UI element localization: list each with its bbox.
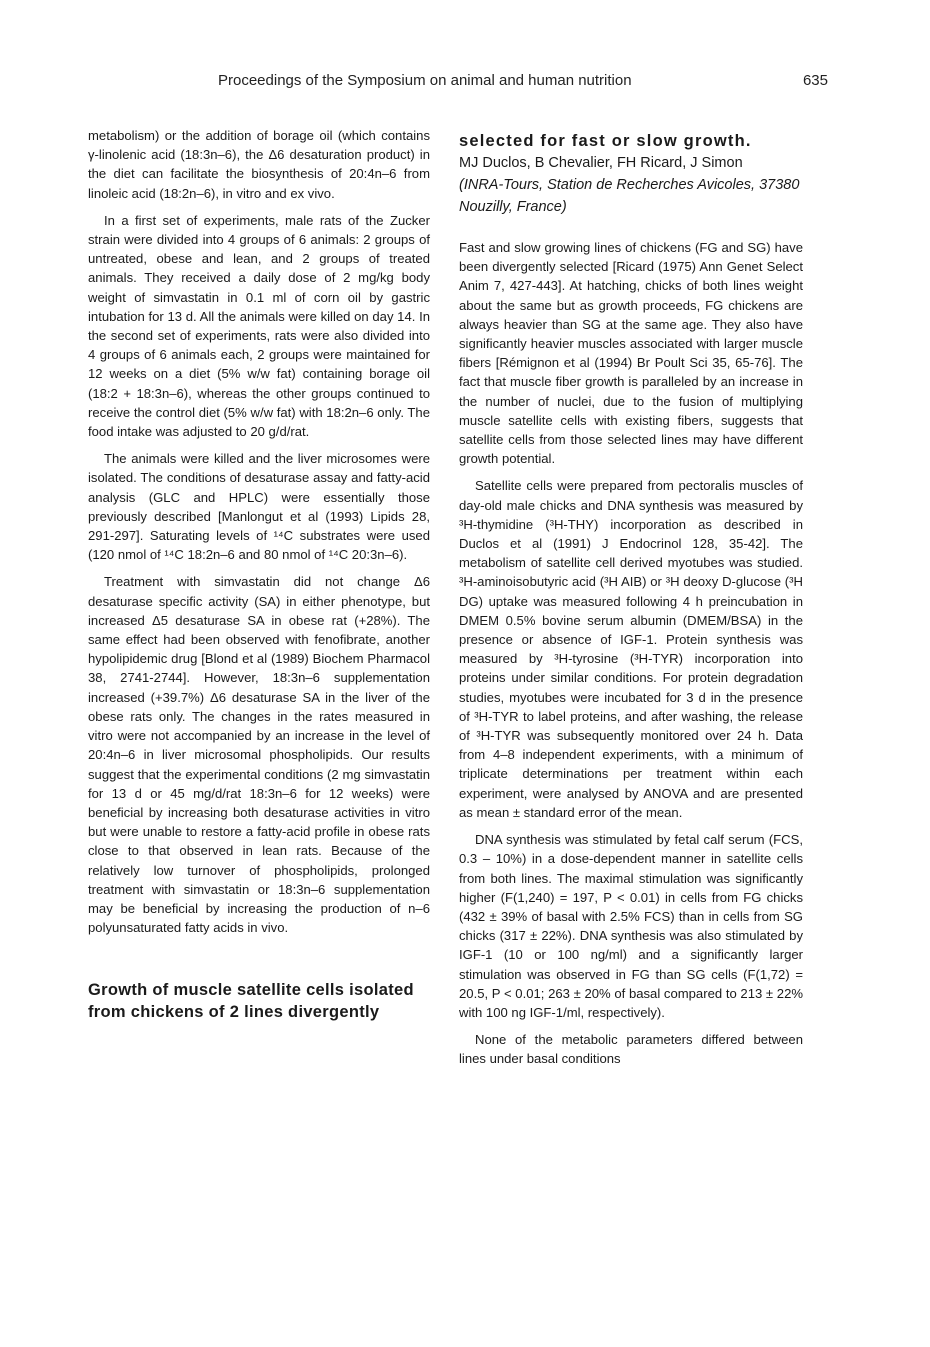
right-paragraph-1: Fast and slow growing lines of chickens (FG and SG) have been divergently selected [Ricard (1975) Ann Genet Select Anim 7, 427-443]. At hatching, chicks of both lines weight about the same but as growth proceeds, FG chickens are always heavier than SG at the same age. They also have significantly heavier muscles associated with larger muscle fibers [Rémignon et al (1994) Br Poult Sci 35, 65-76]. The fact that muscle fiber growth is paralleled by an increase in the number of nuclei, due to the fusion of multiplying muscle satellite cells with existing fibers, suggests that satellite cells from those selected lines may have different growth potential. [459,240,803,467]
section-title: Growth of muscle satellite cells isolated from chickens of 2 lines divergently [88,981,414,1022]
page-header [88,72,828,96]
right-paragraph-2: Satellite cells were prepared from pectoralis muscles of day-old male chicks and DNA synthesis was measured by ³H-thymidine (³H-THY) incorporation as described in Duclos et al (1991) J Endocrinol 128, 35-42]. The metabolism of satellite cell derived myotubes was studied. ³H-aminoisobutyric acid (³H AIB) or ³H deoxy D-glucose (³H DG) uptake was measured following 4 h preincubation in DMEM 0.5% bovine serum albumin (DMEM/BSA) in the presence or absence of IGF-1. Protein synthesis was measured by ³H-tyrosine (³H-TYR) incorporation into proteins under similar conditions. For protein degradation studies, myotubes were incubated for 3 d in the presence of ³H-TYR to label proteins, and after washing, the release of ³H-TYR was subsequently monitored over 24 h. Data from 4–8 independent experiments, with a minimum of triplicate determinations per treatment within each experiment, were analysed by ANOVA and are presented as mean ± standard error of the mean. [459,478,803,820]
left-column [88,126,430,1023]
right-paragraph-3: DNA synthesis was stimulated by fetal calf serum (FCS, 0.3 – 10%) in a dose-dependent manner in satellite cells from both lines. The maximal stimulation was significantly higher (F(1,240) = 197, P < 0.01) in cells from FG chicks (432 ± 39% of basal with 2.5% FCS) than in cells from SG chicks (317 ± 22%). DNA synthesis was also stimulated by IGF-1 (10 or 100 ng/ml) and a significantly larger stimulation was observed in FG than SG cells (F(1,72) = 20.5, P < 0.01; 263 ± 20% of basal compared to 213 ± 22% with 100 ng IGF-1/ml, respectively). [459,832,803,1020]
running-title: Proceedings of the Symposium on animal and human nutrition [218,72,632,89]
affiliation: (INRA-Tours, Station de Recherches Avicoles, 37380 Nouzilly, France) [459,177,800,215]
page-number: 635 [802,72,828,89]
right-column [459,130,803,1077]
left-paragraph-4: Treatment with simvastatin did not change Δ6 desaturase specific activity (SA) in either phenotype, but increased Δ5 desaturase SA in obese rat (+28%). The same effect had been observed with fenofibrate, another hypolipidemic drug [Blond et al (1989) Biochem Pharmacol 38, 2741-2744]. However, 18:3n–6 supplementation increased (+39.7%) Δ6 desaturase SA in the liver of the obese rats only. The changes in the rates measured in vitro were not accompanied by an increase in the level of 20:4n–6 in liver microsomal phospholipids. Our results suggest that the experimental conditions (2 mg simvastatin for 13 d or 45 mg/d/rat 18:3n–6 for 12 weeks) were beneficial by increasing both desaturase activities in vitro but were unable to restore a fatty-acid profile in obese rats close to that observed in lean rats. Because of the relatively low turnover of phospholipids, prolonged treatment with simvastatin or 18:3n–6 supplementation may be beneficial by increasing the production of n–6 polyunsaturated fatty acids in vivo. [88,574,430,936]
right-paragraph-4: None of the metabolic parameters differed between lines under basal conditions [459,1032,803,1067]
left-paragraph-1: metabolism) or the addition of borage oil (which contains γ-linolenic acid (18:3n–6), the Δ6 desaturation product) in the diet can facilitate the biosynthesis of 20:4n–6 from linoleic acid (18:2n–6), in vitro and ex vivo. [88,128,430,201]
authors: MJ Duclos, B Chevalier, FH Ricard, J Simon [459,155,743,171]
left-paragraph-2: In a first set of experiments, male rats of the Zucker strain were divided into 4 groups of 6 animals: 2 groups of untreated, obese and lean, and 2 groups of treated animals. They received a daily dose of 2 mg/kg body weight of simvastatin in 0.1 ml of corn oil by gastric intubation for 13 d. All the animals were killed on day 14. In the second set of experiments, rats were also divided into 4 groups of 6 animals each, 2 groups were maintained for 12 weeks on a diet (5% w/w fat) containing borage oil (18:2 + 18:3n–6), whereas the other groups continued to receive the control diet (5% w/w fat) with 18:2n–6 only. The food intake was adjusted to 20 g/d/rat. [88,212,430,440]
section-title-continued: selected for fast or slow growth. [459,132,752,150]
left-paragraph-3: The animals were killed and the liver microsomes were isolated. The conditions of desaturase assay and fatty-acid analysis (GLC and HPLC) were essentially those previously described [Manlongut et al (1993) Lipids 28, 291-297]. Saturating levels of ¹⁴C substrates were used (120 nmol of ¹⁴C 18:2n–6 and 80 nmol of ¹⁴C 20:3n–6). [88,451,430,563]
